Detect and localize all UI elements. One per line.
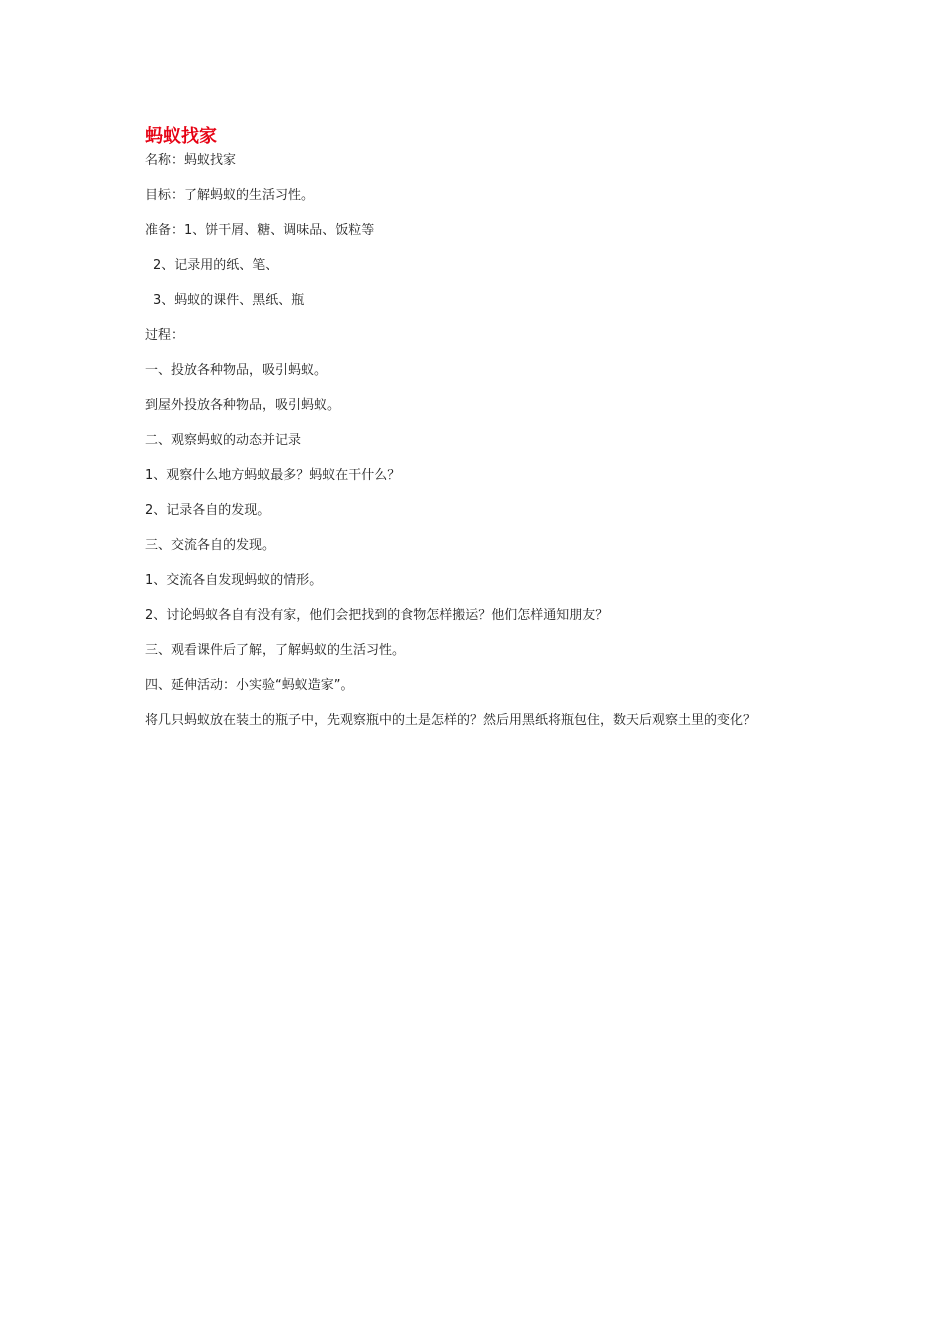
paragraph-step-two-item-1: 1、观察什么地方蚂蚁最多？蚂蚁在干什么？	[145, 468, 401, 483]
paragraph-preparation: 准备：1、饼干屑、糖、调味品、饭粒等	[145, 223, 375, 238]
document-body	[145, 126, 845, 747]
paragraph-step-three: 三、交流各自的发现。	[145, 538, 276, 553]
paragraph-experiment: 将几只蚂蚁放在装土的瓶子中，先观察瓶中的土是怎样的？然后用黑纸将瓶包住，数天后观察土里的变化？	[145, 713, 757, 728]
paragraph-name: 名称：蚂蚁找家	[145, 153, 237, 168]
paragraph-preparation-item-2: 2、记录用的纸、笔、	[153, 258, 279, 273]
paragraph-process-heading: 过程：	[145, 328, 185, 343]
paragraph-goal: 目标：了解蚂蚁的生活习性。	[145, 188, 315, 203]
paragraph-step-three-item-1: 1、交流各自发现蚂蚁的情形。	[145, 573, 323, 588]
document-title: 蚂蚁找家	[145, 126, 217, 147]
paragraph-step-two: 二、观察蚂蚁的动态并记录	[145, 433, 302, 448]
paragraph-step-three-b: 三、观看课件后了解，了解蚂蚁的生活习性。	[145, 643, 406, 658]
paragraph-step-three-item-2: 2、讨论蚂蚁各自有没有家，他们会把找到的食物怎样搬运？他们怎样通知朋友？	[145, 608, 609, 623]
paragraph-step-one-detail: 到屋外投放各种物品，吸引蚂蚁。	[145, 398, 341, 413]
paragraph-step-one: 一、投放各种物品，吸引蚂蚁。	[145, 363, 328, 378]
paragraph-step-two-item-2: 2、记录各自的发现。	[145, 503, 271, 518]
paragraph-preparation-item-3: 3、蚂蚁的课件、黑纸、瓶	[153, 293, 305, 308]
paragraph-step-four: 四、延伸活动：小实验“蚂蚁造家”。	[145, 678, 354, 693]
